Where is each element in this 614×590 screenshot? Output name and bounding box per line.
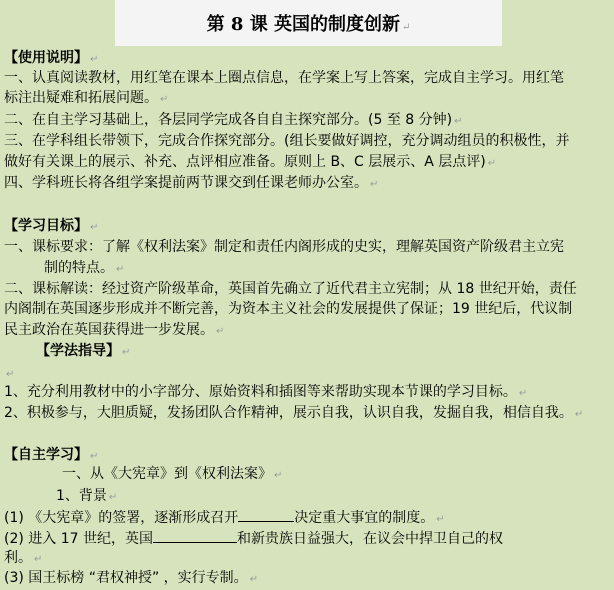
item-2: (2) 进入 17 世纪，英国 和新贵族日益强大，在议会中捍卫自己的权 <box>4 528 610 549</box>
goals-line-5: 民主政治在英国获得进一步发展。 ↵ <box>4 322 225 338</box>
goals-line-4: 内阁制在英国逐步形成并不断完善，为资本主义社会的发展提供了保证；19 世纪后，代议制 <box>4 301 573 317</box>
item-1: (1) 《大宪章》的签署，逐渐形成召开 决定重大事宜的制度。 ↵ <box>4 507 610 530</box>
page-title: 第 8 课 英国的制度创新 ↵ <box>206 14 411 35</box>
method-heading: 【学法指导】 ↵ <box>36 343 131 359</box>
self-study-heading: 【自主学习】 ↵ <box>4 447 99 463</box>
item-3: (3) 国王标榜 “君权神授” ，实行专制。 ↵ <box>4 570 259 586</box>
usage-line-5: 做好有关课上的展示、补充、点评相应准备。原则上 B、C 层展示、A 层点评) ↵ <box>4 154 497 170</box>
section-1-title: 一、从《大宪章》到《权利法案》 ↵ <box>62 466 283 482</box>
goals-line-2: 制的特点。 ↵ <box>44 260 125 276</box>
usage-line-3: 二、在自主学习基础上，各层同学完成各自自主探究部分。(5 至 8 分钟) ↵ <box>4 112 463 128</box>
goals-line-3: 二、课标解读：经过资产阶级革命，英国首先确立了近代君主立宪制；从 18 世纪开始，责任 <box>4 281 577 297</box>
usage-line-4: 三、在学科组长带领下，完成合作探究部分。(组长要做好调控，充分调动组员的积极性，并 <box>4 133 570 149</box>
usage-line-6: 四、学科班长将各组学案提前两节课交到任课老师办公室。 ↵ <box>4 175 379 191</box>
usage-line-1: 一、认真阅读教材，用红笔在课本上圈点信息，在学案上写上答案，完成自主学习。用红笔 <box>4 70 564 86</box>
blank-2[interactable] <box>153 528 237 543</box>
blank-1[interactable] <box>238 507 294 522</box>
blank-line: ↵ <box>6 369 15 380</box>
subsection-background: 1、背景 ↵ <box>56 488 118 504</box>
method-line-1: 1、充分利用教材中的小字部分、原始资料和插图等来帮助实现本节课的学习目标。 ↵ <box>4 384 528 400</box>
method-line-2: 2、积极参与，大胆质疑，发扬团队合作精神，展示自我，认识自我，发掘自我，相信自我。 ↵ <box>4 405 584 421</box>
title-box <box>115 0 502 46</box>
item-2-cont: 利。 ↵ <box>4 550 43 566</box>
goals-line-1: 一、课标要求：了解《权利法案》制定和责任内阁形成的史实，理解英国资产阶级君主立宪 <box>4 239 564 255</box>
usage-line-2: 标注出疑难和拓展问题。 ↵ <box>4 90 169 106</box>
goals-heading: 【学习目标】 ↵ <box>4 218 99 234</box>
usage-heading: 【使用说明】 ↵ <box>4 50 99 66</box>
